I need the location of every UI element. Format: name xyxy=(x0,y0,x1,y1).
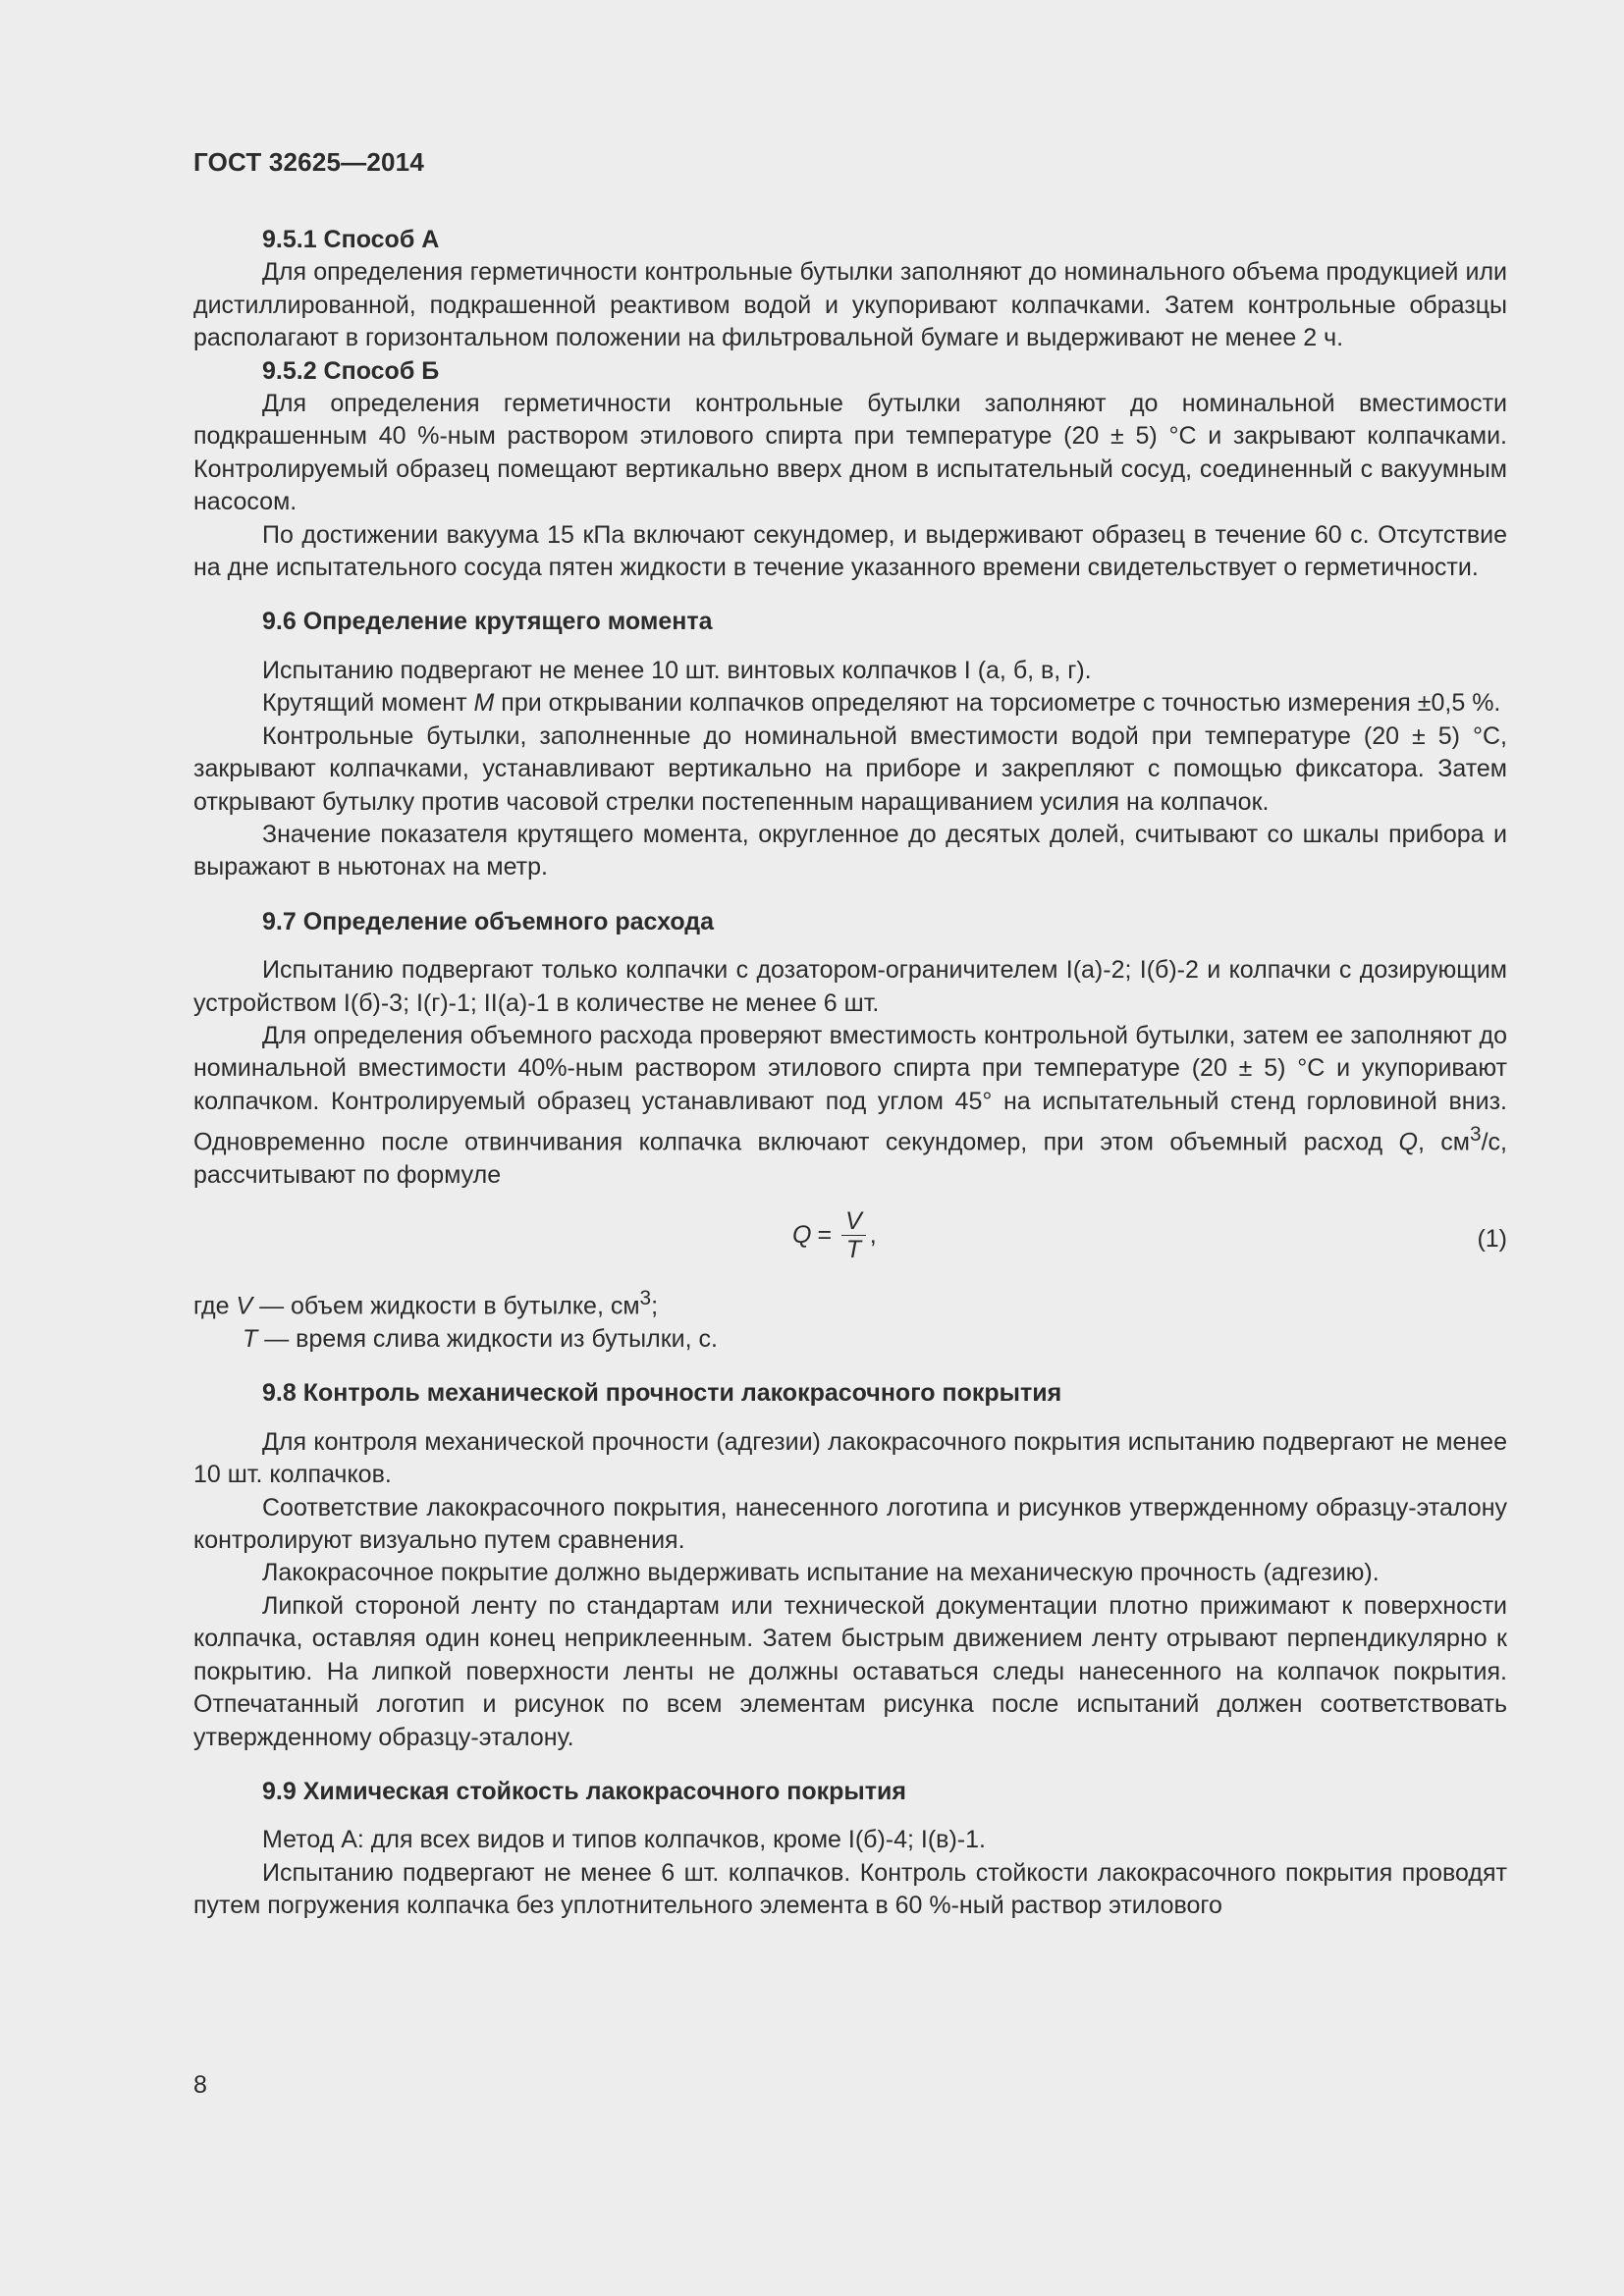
heading-9-5-2: 9.5.2 Способ Б xyxy=(262,356,440,385)
heading-9-5-1: 9.5.1 Способ А xyxy=(262,226,440,253)
formula-fraction xyxy=(841,1207,866,1263)
superscript: 3 xyxy=(1470,1123,1482,1147)
variable-q: Q xyxy=(1398,1128,1418,1156)
where-line-1 xyxy=(193,1282,1507,1323)
formula-numerator: V xyxy=(841,1207,866,1236)
formula-lhs: Q xyxy=(792,1221,812,1250)
paragraph-9-7-1: Испытанию подвергают только колпачки с дозатором-ограничителем I(а)-2; I(б)-2 и колпачки с дозирующим устройством I(б)-3; I(г)-1; II(а)-1 в количестве не менее 6 шт. xyxy=(193,956,1507,1017)
paragraph-9-5-1-1: Для определения герметичности контрольные бутылки заполняют до номинального объема продукцией или дистиллированной, подкрашенной реактивом водой и укупоривают колпачками. Затем контрольные образцы располагают в горизонтальном положении на фильтровальной бумаге и выдерживают не менее 2 ч. xyxy=(193,258,1507,352)
document-id-header: ГОСТ 32625—2014 xyxy=(193,147,424,177)
paragraph-9-9-1: Метод А: для всех видов и типов колпачков, кроме I(б)-4; I(в)-1. xyxy=(262,1826,986,1854)
variable-v: V xyxy=(236,1292,253,1320)
text-run: /с, рассчитывают по формуле xyxy=(193,1128,1507,1189)
superscript: 3 xyxy=(639,1287,652,1310)
document-body xyxy=(193,224,1507,1923)
text-run: при открывании колпачков определяют на торсиометре с точностью измерения ±0,5 %. xyxy=(494,689,1501,718)
paragraph-9-5-2-1: Для определения герметичности контрольные бутылки заполняют до номинальной вместимости подкрашенным 40 %-ным раствором этилового спирта при температуре (20 ± 5) °С и закрывают колпачками. Контролируемый образец помещают вертикально вверх дном в испытательный сосуд, соединенный с вакуумным насосом. xyxy=(193,390,1507,516)
paragraph-9-9-2: Испытанию подвергают не менее 6 шт. колпачков. Контроль стойкости лакокрасочного покрытия проводят путем погружения колпачка без уплотнительного элемента в 60 %-ный раствор этилового xyxy=(193,1858,1507,1920)
paragraph-9-7-2 xyxy=(193,1020,1507,1192)
heading-9-9: 9.9 Химическая стойкость лакокрасочного покрытия xyxy=(262,1777,906,1805)
text-run: где xyxy=(193,1292,237,1320)
text-run: — объем жидкости в бутылке, см xyxy=(252,1292,640,1320)
formula-1 xyxy=(792,1207,877,1263)
page-number: 8 xyxy=(193,2071,207,2099)
paragraph-9-8-1: Для контроля механической прочности (адгезии) лакокрасочного покрытия испытанию подвергают не менее 10 шт. колпачков. xyxy=(193,1427,1507,1489)
formula-denominator: T xyxy=(845,1236,862,1264)
formula-equals: = xyxy=(817,1221,833,1250)
where-line-2 xyxy=(193,1323,1507,1356)
paragraph-9-5-2-2: По достижении вакуума 15 кПа включают секундомер, и выдерживают образец в течение 60 с. Отсутствие на дне испытательного сосуда пятен жидкости в течение указанного времени свидетельствует о герметичности. xyxy=(193,520,1507,582)
text-run: Для определения объемного расхода проверяют вместимость контрольной бутылки, затем ее заполняют до номинальной вместимости 40%-ным раствором этилового спирта при температуре (20 ± 5) °С и укупоривают колпачком. Контролируемый образец устанавливают под углом 45° на испытательный стенд горловиной вниз. Одновременно после отвинчивания колпачка включают секундомер, при этом объемный расход xyxy=(193,1021,1507,1156)
text-run: ; xyxy=(651,1292,659,1320)
paragraph-9-6-1: Испытанию подвергают не менее 10 шт. винтовых колпачков I (а, б, в, г). xyxy=(262,656,1092,684)
formula-row xyxy=(193,1201,1507,1272)
heading-9-6: 9.6 Определение крутящего момента xyxy=(262,608,713,636)
text-run: Крутящий момент xyxy=(262,689,474,718)
formula-comma: , xyxy=(869,1221,877,1250)
formula-number: (1) xyxy=(1477,1225,1507,1254)
heading-9-8: 9.8 Контроль механической прочности лакокрасочного покрытия xyxy=(262,1379,1062,1408)
text-run: , см xyxy=(1417,1128,1470,1156)
paragraph-9-6-2 xyxy=(193,687,1507,720)
heading-9-7: 9.7 Определение объемного расхода xyxy=(262,907,715,935)
paragraph-9-8-3: Лакокрасочное покрытие должно выдерживать испытание на механическую прочность (адгезию). xyxy=(262,1559,1380,1587)
text-run: — время слива жидкости из бутылки, с. xyxy=(257,1325,718,1354)
variable-m: М xyxy=(473,689,495,718)
paragraph-9-8-4: Липкой стороной ленту по стандартам или технической документации плотно прижимают к поверхности колпачка, оставляя один конец неприклеенным. Затем быстрым движением ленту отрывают перпендикулярно к покрытию. На липкой поверхности ленты не должны оставаться следы нанесенного на колпачок покрытия. Отпечатанный логотип и рисунок по всем элементам рисунка после испытаний должен соответствовать утвержденному образцу-эталону. xyxy=(193,1591,1507,1751)
paragraph-9-6-4: Значение показателя крутящего момента, округленное до десятых долей, считывают со шкалы прибора и выражают в ньютонах на метр. xyxy=(193,820,1507,881)
paragraph-9-8-2: Соответствие лакокрасочного покрытия, нанесенного логотипа и рисунков утвержденному образцу-эталону контролируют визуально путем сравнения. xyxy=(193,1493,1507,1555)
variable-t: Т xyxy=(243,1325,258,1354)
paragraph-9-6-3: Контрольные бутылки, заполненные до номинальной вместимости водой при температуре (20 ± 5) °С, закрывают колпачками, устанавливают вертикально на приборе и закрепляют с помощью фиксатора. Затем открывают бутылку против часовой стрелки постепенным наращиванием усилия на колпачок. xyxy=(193,721,1507,816)
